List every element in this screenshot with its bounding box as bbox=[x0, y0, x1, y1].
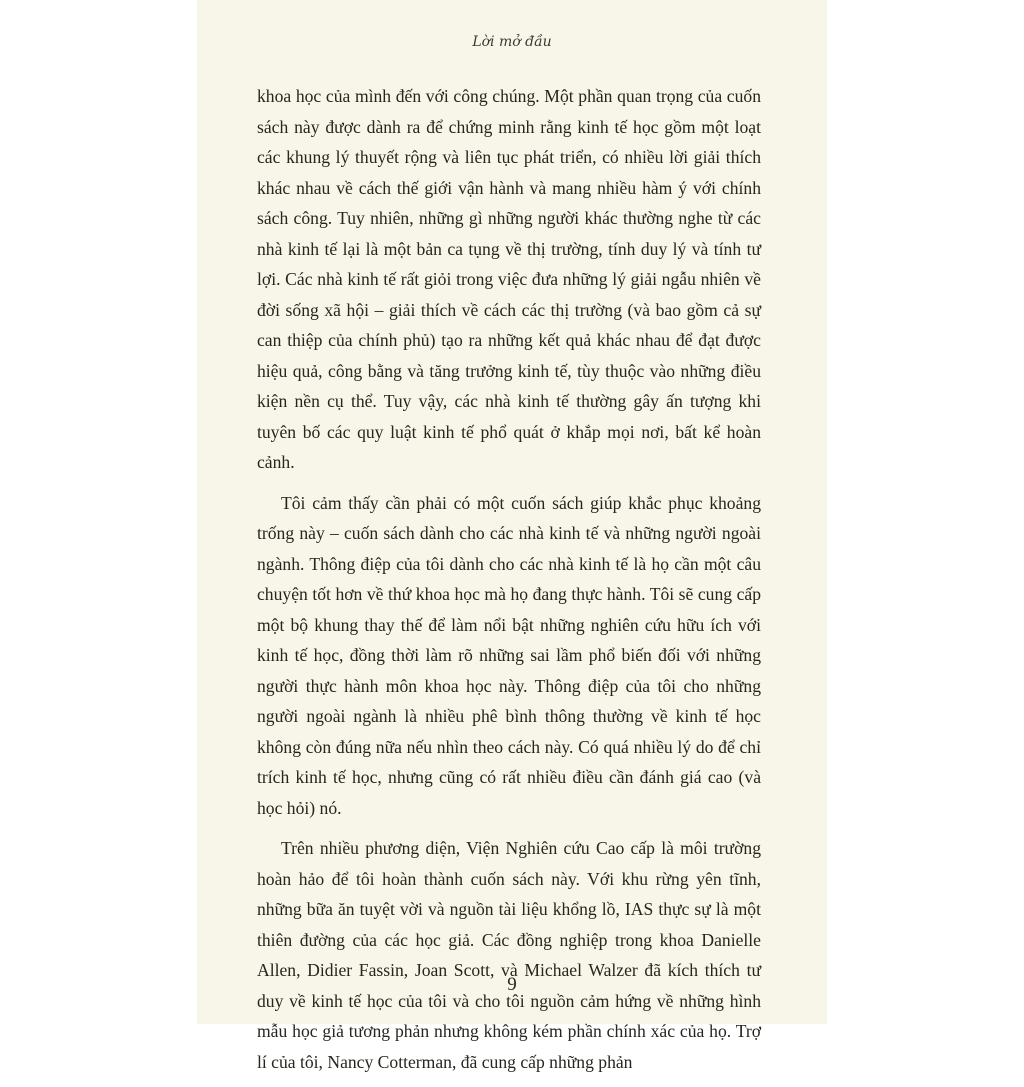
body-text bbox=[257, 81, 761, 1087]
running-header: Lời mở đầu bbox=[472, 34, 552, 50]
paragraph-acknowledgments: Trên nhiều phương diện, Viện Nghiên cứu Cao cấp là môi trường hoàn hảo để tôi hoàn thành cuốn sách này. Với khu rừng yên tĩnh, những bữa ăn tuyệt vời và nguồn tài liệu khổng lồ, IAS thực sự là một thiên đường của các học giả. Các đồng nghiệp trong khoa Danielle Allen, Didier Fassin, Joan Scott, và Michael Walzer đã kích thích tư duy về kinh tế học của tôi và cho tôi nguồn cảm hứng về những hình mẫu học giả tương phản nhưng không kém phần chính xác của họ. Trợ lí của tôi, Nancy Cotterman, đã cung cấp những phản bbox=[257, 838, 761, 1072]
paragraph-purpose: Tôi cảm thấy cần phải có một cuốn sách giúp khắc phục khoảng trống này – cuốn sách dành cho các nhà kinh tế và những người ngoài ngành. Thông điệp của tôi dành cho các nhà kinh tế là họ cần một câu chuyện tốt hơn về thứ khoa học mà họ đang thực hành. Tôi sẽ cung cấp một bộ khung thay thế để làm nổi bật những nghiên cứu hữu ích với kinh tế học, đồng thời làm rõ những sai lầm phổ biến đối với những người thực hành môn khoa học này. Thông điệp của tôi cho những người ngoài ngành là nhiều phê bình thông thường về kinh tế học không còn đúng nữa nếu nhìn theo cách này. Có quá nhiều lý do để chỉ trích kinh tế học, nhưng cũng có rất nhiều điều cần đánh giá cao (và học hỏi) nó. bbox=[257, 492, 761, 818]
page-number: 9 bbox=[507, 974, 517, 995]
paragraph-continuation: khoa học của mình đến với công chúng. Một phần quan trọng của cuốn sách này được dành ra để chứng minh rằng kinh tế học gồm một loạt các khung lý thuyết rộng và liên tục phát triển, có nhiều lời giải thích khác nhau về cách thế giới vận hành và mang nhiều hàm ý với chính sách công. Tuy nhiên, những gì những người khác thường nghe từ các nhà kinh tế lại là một bản ca tụng về thị trường, tính duy lý và tính tư lợi. Các nhà kinh tế rất giỏi trong việc đưa những lý giải ngẫu nhiên về đời sống xã hội – giải thích về cách các thị trường (và bao gồm cả sự can thiệp của chính phủ) tạo ra những kết quả khác nhau để đạt được hiệu quả, công bằng và tăng trưởng kinh tế, tùy thuộc vào những điều kiện nền cụ thể. Tuy vậy, các nhà kinh tế thường gây ấn tượng khi tuyên bố các quy luật kinh tế phổ quát ở khắp mọi nơi, bất kể hoàn cảnh. bbox=[257, 86, 761, 472]
book-page bbox=[197, 0, 827, 1072]
